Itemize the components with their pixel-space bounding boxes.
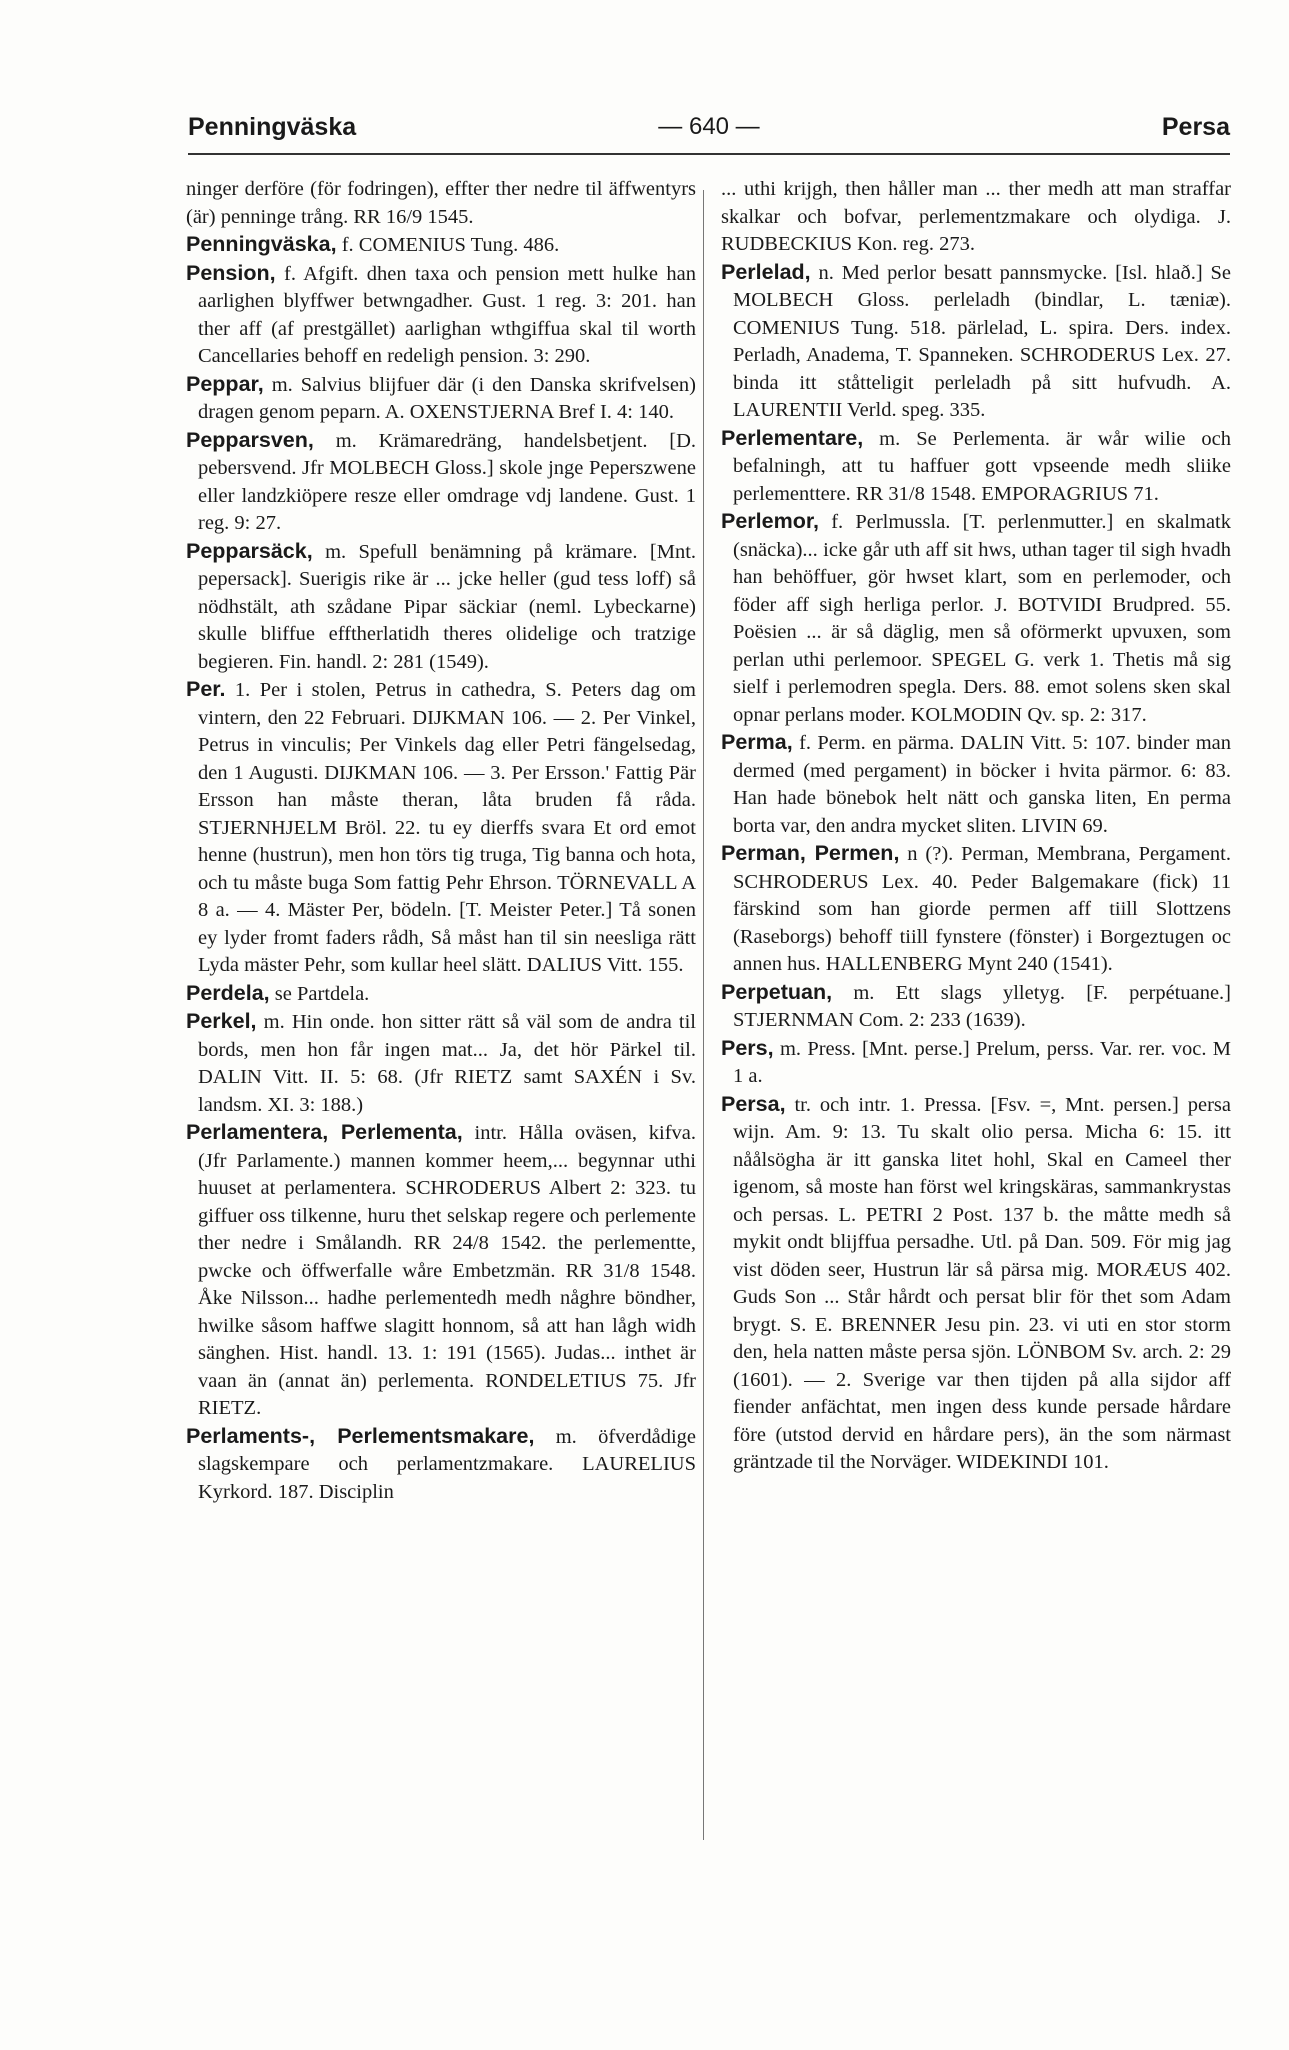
dictionary-entry [186,176,696,231]
dictionary-entry [186,1008,696,1119]
entry-text: 1. Per i stolen, Petrus in cathedra, S. Peters dag om vintern, den 22 Februari. DIJKMAN 106. — 2. Per Vinkel, Petrus in vinculis; Per Vinkels dag eller Petri fängelsedag, den 1 Augusti. DIJKMAN 106. — 3. Per Ersson.' Fattig Pär Ersson han måste theran, låta bruden få råda. STJERNHJELM Bröl. 22. tu ey dierffs svara Et ord emot henne (hustrun), men hon törs tig truga, Tig banna och hota, och tu måste buga Som fattig Pehr Ehrson. TÖRNEVALL A 8 a. — 4. Mäster Per, bödeln. [T. Meister Peter.] Tå sonen ey lyder fromt faders rådh, Så måst han til sin neesliga rätt Lyda mäster Pehr, som kullar heel slätt. DALIUS Vitt. 155. [198,679,696,976]
left-column [186,176,696,2016]
dictionary-entry [721,840,1231,979]
header-left-headword: Penningväska [188,113,357,141]
entry-text: m. Se Perlementa. är wår wilie och befalningh, att tu haffuer gott vpseende medh sliike perlementtere. RR 31/8 1548. EMPORAGRIUS 71. [733,427,1231,505]
right-column [721,176,1231,2016]
dictionary-entry [721,508,1231,729]
dictionary-entry [186,538,696,677]
entry-headword: Perlamentera, Perlementa, [186,1120,463,1144]
entry-headword: Perlelad, [721,259,811,284]
entry-text: m. Press. [Mnt. perse.] Prelum, perss. Var. rer. voc. M 1 a. [733,1037,1231,1087]
dictionary-entry [186,231,696,260]
entry-headword: Perdela, [186,980,270,1005]
column-divider [703,190,704,1840]
dictionary-entry [721,176,1231,259]
entry-text: f. Perlmussla. [T. perlenmutter.] en skalmatk (snäcka)... icke går uth aff sit hws, uthan tager til sigh hvadh han behöffuer, gör hwset klart, som en perlemoder, och föder aff sigh herliga perlor. J. BOTVIDI Brudpred. 55. Poësien ... är så däglig, men så oförmerkt upvuxen, som perlan uthi perlemoor. SPEGEL G. verk 1. Thetis må sig sielf i perlemodren spegla. Ders. 88. emot solens sken skal opnar perlans moder. KOLMODIN Qv. sp. 2: 317. [733,511,1231,726]
entry-text: ... uthi krijgh, then håller man ... ther medh att man straffar skalkar och bofvar, perlementzmakare och olydiga. J. RUDBECKIUS Kon. reg. 273. [721,178,1231,255]
entry-text: f. Afgift. dhen taxa och pension mett hulke han aarlighen blyffwer betwngadher. Gust. 1 reg. 3: 201. han ther aff (af prestgället) aarlighan wthgiffua skal til worth Cancellaries behoff en redeligh pension. 3: 290. [198,262,696,367]
entry-headword: Peppar, [186,371,264,396]
entry-text: m. Salvius blijfuer där (i den Danska skrifvelsen) dragen genom peparn. A. OXENSTJERNA Bref I. 4: 140. [198,373,696,423]
entry-text: f. COMENIUS Tung. 486. [341,234,560,256]
dictionary-entry [186,980,696,1009]
entry-text: m. Krämaredräng, handelsbetjent. [D. pebersvend. Jfr MOLBECH Gloss.] skole jnge Peperszwene eller landzkiöpere resze eller omdrage vdj landene. Gust. 1 reg. 9: 27. [198,429,696,534]
entry-headword: Perlementare, [721,425,864,450]
page-number: — 640 — [658,113,760,140]
entry-text: m. öfverdådige slagskempare och perlamentzmakare. LAURELIUS Kyrkord. 187. Disciplin [198,1425,696,1503]
entry-headword: Perlemor, [721,509,819,533]
entry-text: se Partdela. [274,982,370,1005]
header-right-headword: Persa [1161,113,1230,141]
entry-headword: Pers, [721,1035,774,1060]
dictionary-entry [721,259,1231,425]
dictionary-entry [186,371,696,427]
entry-text: ninger derföre (för fodringen), effter ther nedre til äffwentyrs (är) penninge trång. RR 16/9 1545. [186,178,696,228]
entry-text: m. Ett slags ylletyg. [F. perpétuane.] STJERNMAN Com. 2: 233 (1639). [733,981,1231,1031]
entry-headword: Per. [186,677,226,701]
dictionary-entry [186,676,696,980]
entry-headword: Perkel, [186,1009,257,1033]
entry-headword: Persa, [721,1091,786,1116]
dictionary-entry [721,729,1231,840]
entry-headword: Perlaments-, Perlementsmakare, [186,1423,535,1448]
page-header [188,113,1230,155]
entry-headword: Perman, Permen, [721,841,900,865]
entry-headword: Pepparsäck, [186,538,313,563]
entry-headword: Pepparsven, [186,427,314,452]
entry-text: intr. Hålla oväsen, kifva. (Jfr Parlamente.) mannen kommer heem,... begynnar uthi huuset at perlamentera. SCHRODERUS Albert 2: 323. tu giffuer oss tilkenne, huru thet selskap regere och perlemente ther nedre i Smålandh. RR 24/8 1542. the perlementte, pwcke och öffwerfalle wåre Embetzmän. RR 31/8 1548. Åke Nilsson... hadhe perlementedh medh någhre böndher, hwilke såsom haffwe slagitt honnom, så att han lågh widh sänghen. Hist. handl. 13. 1: 191 (1565). Judas... inthet är vaan än (annat än) perlementa. RONDELETIUS 75. Jfr RIETZ. [198,1122,696,1419]
dictionary-entry [186,427,696,538]
entry-text: m. Hin onde. hon sitter rätt så väl som de andra til bords, men hon får ingen mat... Ja, det hör Pärkel til. DALIN Vitt. II. 5: 68. (Jfr RIETZ samt SAXÉN i Sv. landsm. XI. 3: 188.) [198,1011,696,1116]
dictionary-entry [186,1119,696,1423]
dictionary-entry [721,1035,1231,1091]
entry-headword: Perpetuan, [721,979,833,1004]
entry-headword: Pension, [186,260,276,285]
dictionary-entry [721,1091,1231,1477]
entry-text: m. Spefull benämning på krämare. [Mnt. pepersack]. Suerigis rike är ... jcke heller (gud tess loff) så nödhstält, ath szådane Pipar säckiar (neml. Lybeckarne) skulle bliffue efftherlatidh theres olidelige och tratzige begieren. Fin. handl. 2: 281 (1549). [198,540,696,673]
dictionary-entry [186,1423,696,1507]
entry-headword: Perma, [721,730,793,754]
entry-text: f. Perm. en pärma. DALIN Vitt. 5: 107. binder man dermed (med pergament) in böcker i hvita pärmor. 6: 83. Han hade bönebok helt nätt och ganska liten, En perma borta var, den andra mycket sliten. LIVIN 69. [733,732,1231,837]
entry-text: n. Med perlor besatt pannsmycke. [Isl. hlað.] Se MOLBECH Gloss. perleladh (bindlar, L. tæniæ). COMENIUS Tung. 518. pärlelad, L. spira. Ders. index. Perladh, Anadema, T. Spanneken. SCHRODERUS Lex. 27. binda itt ståtteligit perleladh på sitt hufvudh. A. LAURENTII Verld. speg. 335. [733,261,1231,421]
entry-headword: Penningväska, [186,232,337,256]
dictionary-entry [721,425,1231,509]
entry-text: tr. och intr. 1. Pressa. [Fsv. =, Mnt. persen.] persa wijn. Am. 9: 13. Tu skalt olio persa. Micha 6: 15. itt nåålsögha är itt ganska litet hohl, Skal en Cameel ther igenom, så moste han först wel kringskäras, sammankrystas och persas. L. PETRI 2 Post. 137 b. the måtte medh så mykit ondt blijffua persadhe. Utl. på Dan. 509. För mig jag vist döden seer, Hustrun lär så pärsa mig. MORÆUS 402. Guds Son ... Står hårdt och persat blir för thet som Adam brygt. S. E. BRENNER Jesu pin. 23. vi uti en stor storm den, hela natten måste persa sjön. LÖNBOM Sv. arch. 2: 29 (1601). — 2. Sverige var then tijden på alla sijdor aff fiender anfächtat, men ingen dess kunde persade hårdare före (utstod dervid en hårdare pers), än the som närmast gräntzade til the Norväger. WIDEKINDI 101. [733,1093,1231,1473]
entry-text: n (?). Perman, Membrana, Pergament. SCHRODERUS Lex. 40. Peder Balgemakare (fick) 11 färskind som han giorde permen aff tiill Slottzens (Raseborgs) behoff tiill fynstere (fönster) i Borgeztugen oc annen hus. HALLENBERG Mynt 240 (1541). [733,843,1231,975]
dictionary-entry [186,260,696,371]
dictionary-entry [721,979,1231,1035]
